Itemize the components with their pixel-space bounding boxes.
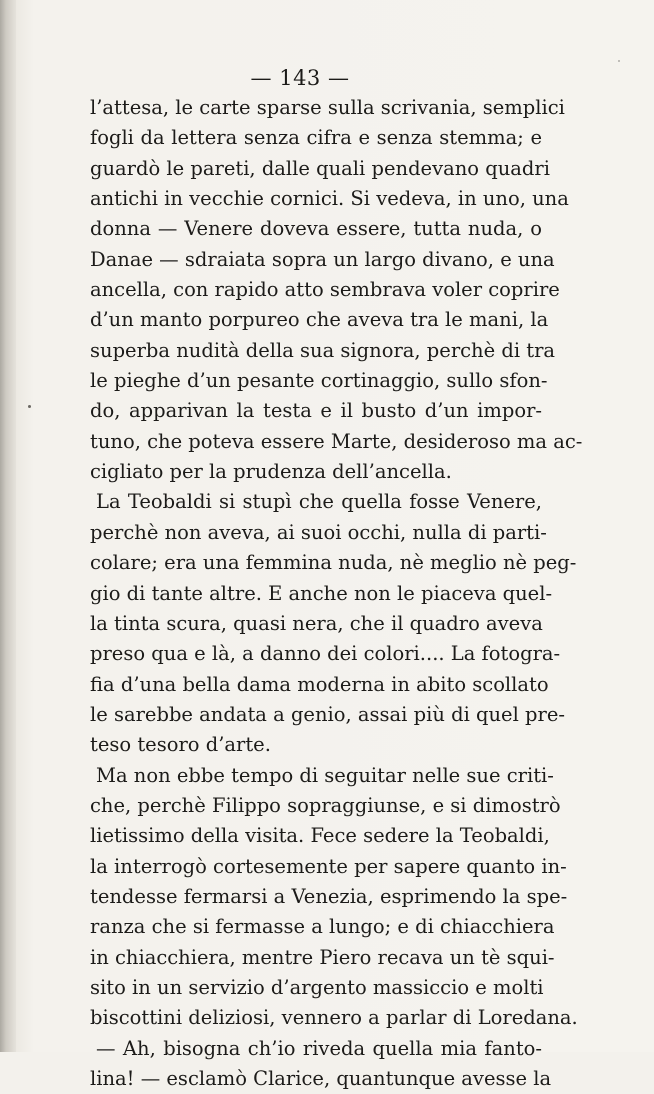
text-line: le sarebbe andata a genio, assai più di quel pre- — [90, 702, 565, 726]
text-line: tuno, che poteva essere Marte, desideroso ma ac- — [90, 429, 583, 453]
text-line: donna — Venere doveva essere, tutta nuda, o — [90, 217, 542, 241]
paper-speck — [28, 405, 31, 408]
text-line: guardò le pareti, dalle quali pendevano quadri — [90, 156, 550, 180]
text-line: do, apparivan la testa e il busto d’un impor- — [90, 399, 542, 423]
text-line: fia d’una bella dama moderna in abito scollato — [90, 672, 549, 696]
text-line: l’attesa, le carte sparse sulla scrivania, semplici — [90, 96, 565, 119]
text-line: ranza che si fermasse a lungo; e di chiacchiera — [90, 915, 555, 939]
text-line: lina! — esclamò Clarice, quantunque avesse la — [90, 1067, 552, 1090]
text-line: fogli da lettera senza cifra e senza stemma; e — [90, 126, 542, 150]
text-line: cigliato per la prudenza dell’ancella. — [90, 460, 452, 484]
text-line: la interrogò cortesemente per sapere quanto in- — [90, 854, 567, 878]
text-line: ancella, con rapido atto sembrava voler coprire — [90, 278, 560, 302]
text-line: — Ah, bisogna ch’io riveda quella mia fanto- — [96, 1036, 542, 1060]
text-line: che, perchè Filippo sopraggiunse, e si dimostrò — [90, 793, 561, 817]
text-line: in chiacchiera, mentre Piero recava un tè squi- — [90, 945, 555, 969]
text-line: superba nudità della sua signora, perchè di tra — [90, 338, 556, 362]
text-line: perchè non aveva, ai suoi occhi, nulla di parti- — [90, 520, 547, 544]
page-number: — 143 — — [250, 66, 350, 90]
text-line: tendesse fermarsi a Venezia, esprimendo la spe- — [90, 884, 568, 908]
body-text — [90, 93, 583, 1094]
text-line: d’un manto porpureo che aveva tra le mani, la — [90, 308, 549, 332]
text-line: le pieghe d’un pesante cortinaggio, sullo sfon- — [90, 369, 548, 393]
text-line: teso tesoro d’arte. — [90, 733, 271, 757]
text-line: Ma non ebbe tempo di seguitar nelle sue criti- — [96, 763, 554, 787]
text-line: La Teobaldi si stupì che quella fosse Venere, — [96, 490, 542, 514]
page-binding-shadow — [0, 0, 16, 1052]
text-line: la tinta scura, quasi nera, che il quadro aveva — [90, 611, 543, 635]
text-line: Danae — sdraiata sopra un largo divano, e una — [90, 247, 555, 271]
text-line: gio di tante altre. E anche non le piaceva quel- — [90, 581, 553, 605]
text-line: colare; era una femmina nuda, nè meglio nè peg- — [90, 551, 577, 575]
text-line: antichi in vecchie cornici. Si vedeva, in uno, una — [90, 187, 569, 211]
text-line: sito in un servizio d’argento massiccio e molti — [90, 975, 544, 999]
paper-speck — [618, 60, 620, 62]
text-line: preso qua e là, a danno dei colori.... La fotogra- — [90, 642, 561, 666]
text-line: biscottini deliziosi, vennero a parlar di Loredana. — [90, 1006, 578, 1030]
text-line: lietissimo della visita. Fece sedere la Teobaldi, — [90, 824, 550, 848]
